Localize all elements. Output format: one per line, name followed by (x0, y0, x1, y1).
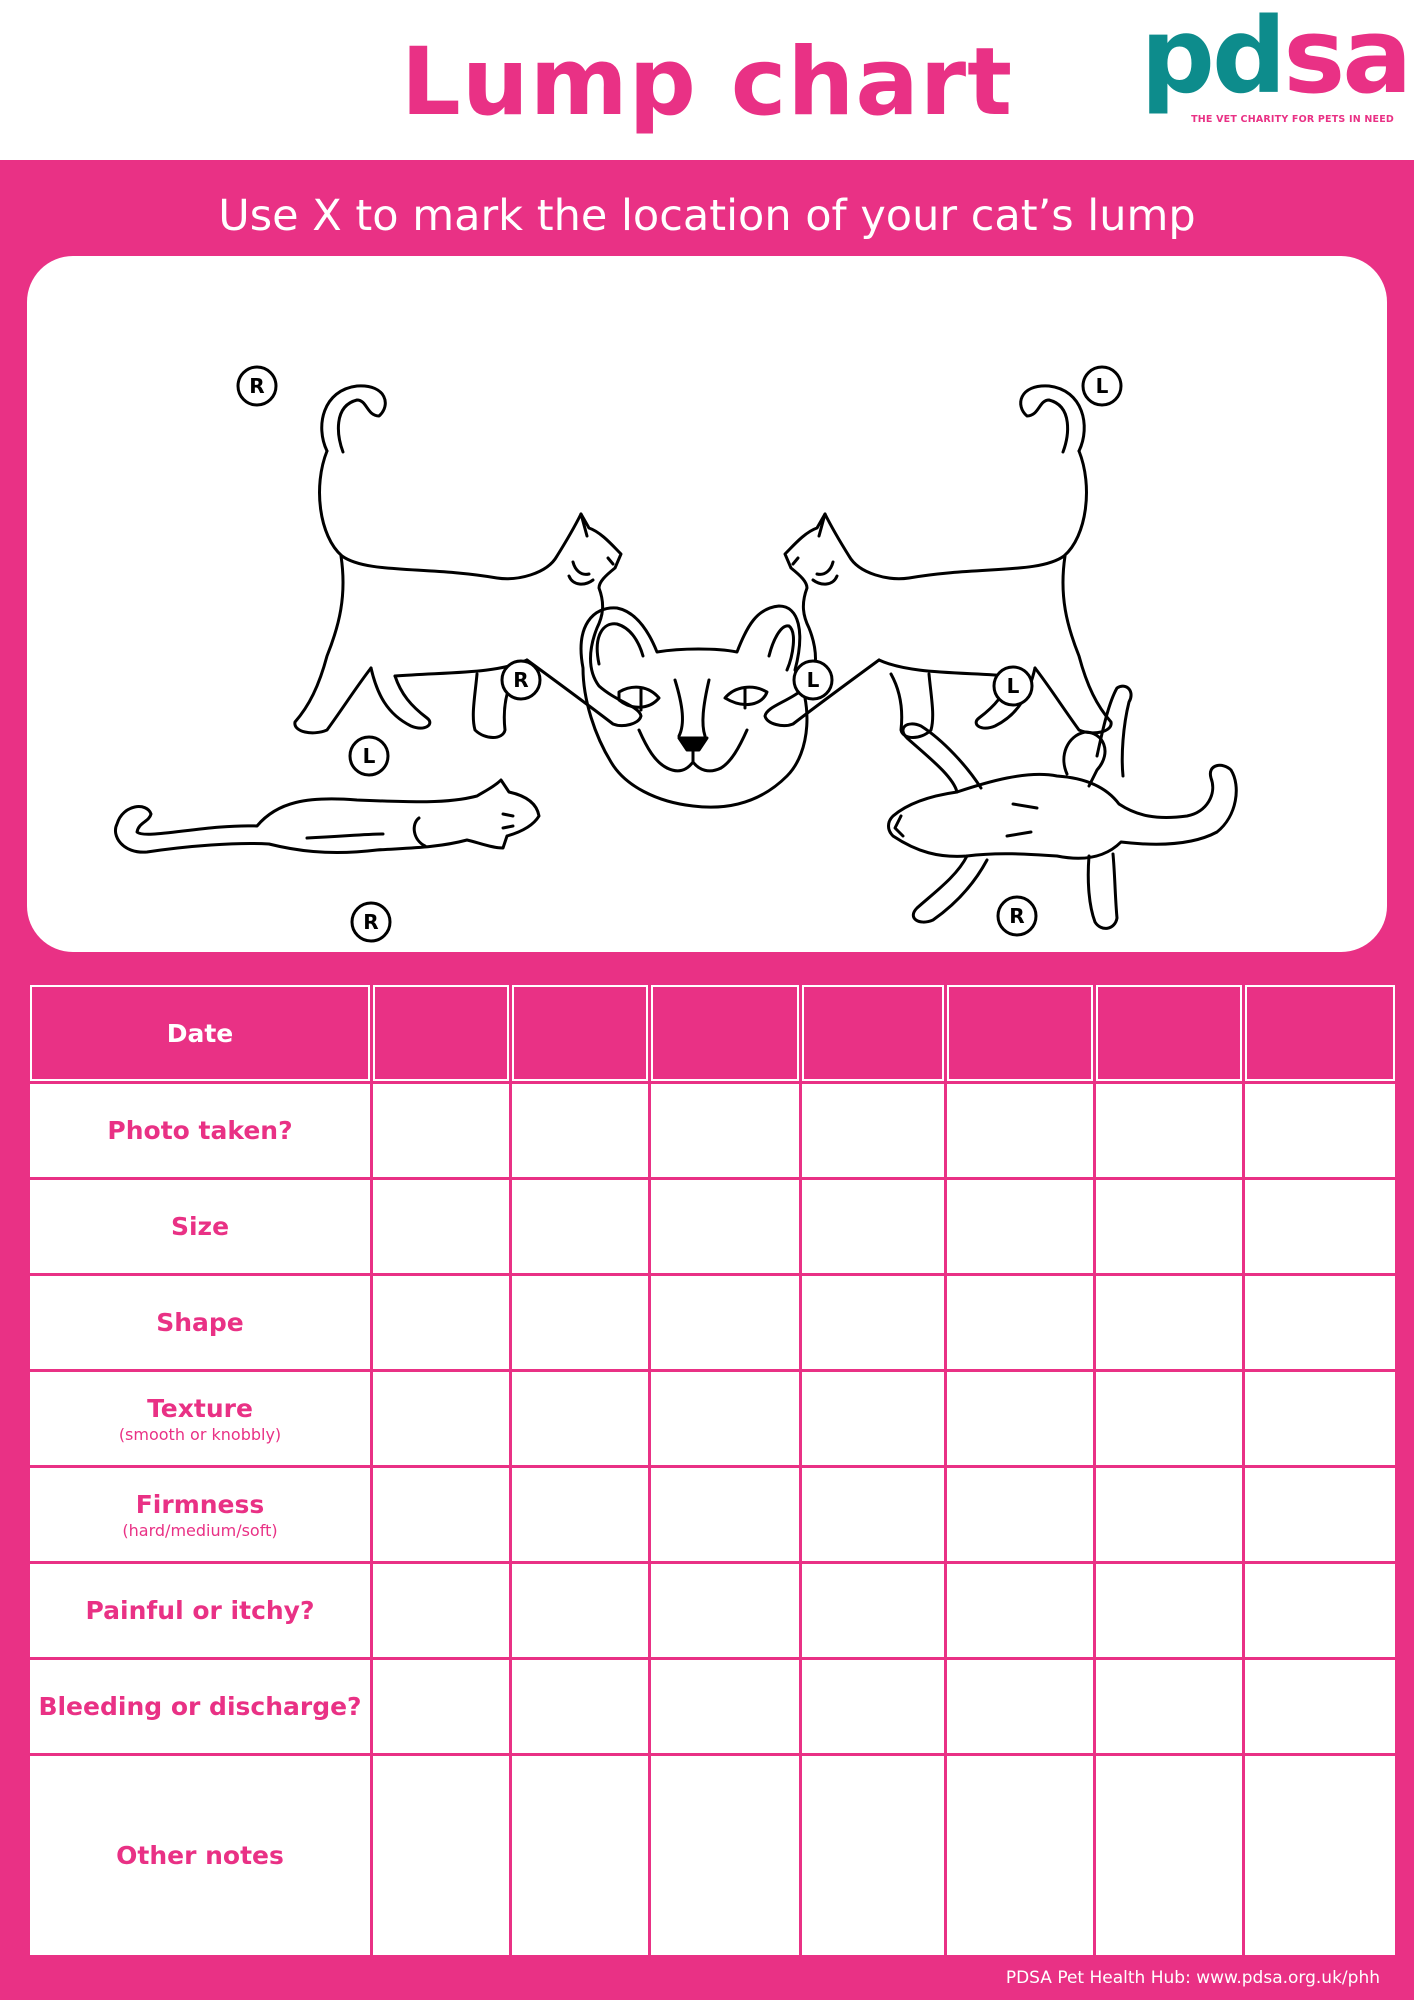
marker-r-label: R (363, 910, 379, 934)
entry-cell[interactable] (512, 1564, 648, 1657)
entry-cell[interactable] (1245, 1660, 1395, 1753)
entry-cell[interactable] (1096, 1468, 1242, 1561)
entry-cell[interactable] (651, 1660, 799, 1753)
entry-cell[interactable] (373, 1564, 509, 1657)
entry-cell[interactable] (373, 1660, 509, 1753)
marker-r-label: R (249, 374, 265, 398)
entry-cell[interactable] (651, 1084, 799, 1177)
entry-cell[interactable] (373, 1084, 509, 1177)
cat-side-right-facing-outline (295, 386, 641, 738)
marker-r-cat-right (238, 367, 276, 405)
entry-cell[interactable] (947, 1372, 1093, 1465)
date-cell[interactable] (373, 985, 509, 1081)
lump-record-table (27, 982, 1398, 1958)
entry-cell[interactable] (802, 1660, 944, 1753)
row-label (30, 1372, 370, 1465)
entry-cell[interactable] (1096, 1564, 1242, 1657)
entry-cell[interactable] (947, 1180, 1093, 1273)
entry-cell[interactable] (947, 1660, 1093, 1753)
date-row (30, 985, 1395, 1081)
entry-cell[interactable] (512, 1756, 648, 1955)
row-label (30, 1564, 370, 1657)
entry-cell[interactable] (651, 1276, 799, 1369)
date-cell[interactable] (802, 985, 944, 1081)
entry-cell[interactable] (512, 1084, 648, 1177)
row-label (30, 1756, 370, 1955)
row-label (30, 1084, 370, 1177)
entry-cell[interactable] (947, 1564, 1093, 1657)
marker-l-label: L (1006, 674, 1020, 698)
date-header: Date (30, 985, 370, 1081)
entry-cell[interactable] (651, 1180, 799, 1273)
date-cell[interactable] (1245, 985, 1395, 1081)
marker-r-top-view (352, 903, 390, 941)
entry-cell[interactable] (1245, 1372, 1395, 1465)
row-label-text: Shape (156, 1308, 244, 1337)
date-cell[interactable] (651, 985, 799, 1081)
marker-l-face (794, 661, 832, 699)
entry-cell[interactable] (802, 1468, 944, 1561)
entry-cell[interactable] (1245, 1756, 1395, 1955)
entry-cell[interactable] (373, 1756, 509, 1955)
row-label-text: Texture (147, 1393, 253, 1423)
row-label (30, 1660, 370, 1753)
entry-cell[interactable] (512, 1372, 648, 1465)
table-row (30, 1372, 1395, 1465)
entry-cell[interactable] (947, 1084, 1093, 1177)
row-sublabel: (smooth or knobbly) (118, 1424, 282, 1444)
entry-cell[interactable] (1245, 1180, 1395, 1273)
entry-cell[interactable] (651, 1468, 799, 1561)
cat-outlines (27, 256, 1387, 952)
logo-text-sa: sa (1283, 0, 1410, 117)
row-label-text: Other notes (116, 1841, 284, 1870)
entry-cell[interactable] (1096, 1756, 1242, 1955)
marker-l-label: L (1095, 374, 1109, 398)
cat-top-view-outline (115, 780, 539, 852)
entry-cell[interactable] (802, 1084, 944, 1177)
table-row (30, 1276, 1395, 1369)
entry-cell[interactable] (947, 1276, 1093, 1369)
marker-l-cat-left (1083, 367, 1121, 405)
logo-text-pd: pd (1140, 0, 1284, 117)
row-label-text: Painful or itchy? (85, 1596, 315, 1625)
table-row (30, 1468, 1395, 1561)
entry-cell[interactable] (373, 1468, 509, 1561)
marker-l-top-view (350, 737, 388, 775)
row-label (30, 1276, 370, 1369)
row-sublabel: (hard/medium/soft) (122, 1520, 278, 1540)
entry-cell[interactable] (1096, 1660, 1242, 1753)
entry-cell[interactable] (1096, 1084, 1242, 1177)
row-label-text: Photo taken? (107, 1116, 293, 1145)
entry-cell[interactable] (512, 1468, 648, 1561)
entry-cell[interactable] (651, 1372, 799, 1465)
entry-cell[interactable] (512, 1660, 648, 1753)
date-cell[interactable] (512, 985, 648, 1081)
row-label-text: Firmness (135, 1489, 265, 1519)
entry-cell[interactable] (1245, 1468, 1395, 1561)
entry-cell[interactable] (802, 1372, 944, 1465)
entry-cell[interactable] (947, 1756, 1093, 1955)
row-label (30, 1468, 370, 1561)
instruction-heading: Use X to mark the location of your cat’s lump (218, 191, 1196, 241)
marker-l-label: L (362, 744, 376, 768)
entry-cell[interactable] (1096, 1372, 1242, 1465)
entry-cell[interactable] (373, 1180, 509, 1273)
entry-cell[interactable] (651, 1756, 799, 1955)
date-cell[interactable] (947, 985, 1093, 1081)
entry-cell[interactable] (947, 1468, 1093, 1561)
entry-cell[interactable] (512, 1180, 648, 1273)
entry-cell[interactable] (802, 1756, 944, 1955)
pdsa-logo (1140, 0, 1410, 132)
marker-r-face (502, 661, 540, 699)
table-row (30, 1756, 1395, 1955)
marker-l-underside (994, 667, 1032, 705)
entry-cell[interactable] (802, 1276, 944, 1369)
date-cell[interactable] (1096, 985, 1242, 1081)
marker-r-label: R (513, 668, 529, 692)
page-title: Lump chart (400, 28, 1014, 137)
entry-cell[interactable] (1245, 1276, 1395, 1369)
cat-diagram-panel[interactable] (27, 256, 1387, 952)
entry-cell[interactable] (802, 1180, 944, 1273)
marker-r-underside (998, 897, 1036, 935)
table-row (30, 1084, 1395, 1177)
entry-cell[interactable] (1245, 1084, 1395, 1177)
table-row (30, 1564, 1395, 1657)
row-label-text: Size (170, 1212, 230, 1241)
marker-l-label: L (806, 668, 820, 692)
entry-cell[interactable] (1245, 1564, 1395, 1657)
entry-cell[interactable] (1096, 1180, 1242, 1273)
entry-cell[interactable] (651, 1564, 799, 1657)
cat-underside-outline (889, 686, 1237, 928)
entry-cell[interactable] (1096, 1276, 1242, 1369)
footer-url: PDSA Pet Health Hub: www.pdsa.org.uk/phh (1005, 1968, 1380, 1988)
marker-r-label: R (1009, 904, 1025, 928)
entry-cell[interactable] (802, 1564, 944, 1657)
row-label-text: Bleeding or discharge? (38, 1692, 362, 1721)
table-row (30, 1180, 1395, 1273)
entry-cell[interactable] (512, 1276, 648, 1369)
logo-tagline: THE VET CHARITY FOR PETS IN NEED (1191, 114, 1394, 125)
row-label (30, 1180, 370, 1273)
entry-cell[interactable] (373, 1276, 509, 1369)
table-row (30, 1660, 1395, 1753)
entry-cell[interactable] (373, 1372, 509, 1465)
